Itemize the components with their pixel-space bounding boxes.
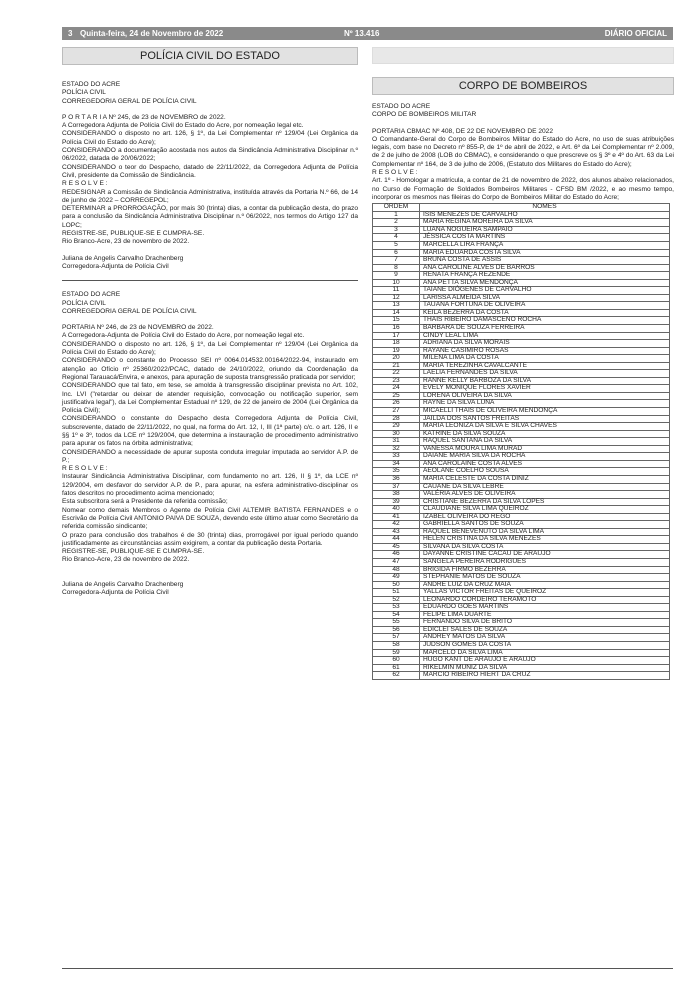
name-cell: FERNANDO SILVA DE BRITO [420,619,670,627]
order-cell: 12 [373,294,420,302]
name-cell: ISIS MENEZES DE CARVALHO [420,211,670,219]
table-row [373,672,670,680]
table-row [373,408,670,416]
order-cell: 37 [373,483,420,491]
table-row [373,226,670,234]
table-row [373,325,670,333]
name-cell: JÉSSICA COSTA MARTINS [420,234,670,242]
order-cell: 47 [373,558,420,566]
name-cell: RENATA FRANÇA REZENDE [420,272,670,280]
order-cell: 62 [373,672,420,680]
name-cell: STEPHANIE MATOS DE SOUZA [420,574,670,582]
order-cell: 44 [373,536,420,544]
name-cell: THAIS RIBEIRO DAMASCENO ROCHA [420,317,670,325]
col-order-header: ORDEM [373,204,420,212]
order-cell: 16 [373,325,420,333]
doc-line: Juliana de Angelis Carvalho Drachenberg [62,580,184,588]
doc-line: Esta subscritora será a Presidente da referida comissão; [62,498,228,506]
table-row [373,385,670,393]
order-cell: 1 [373,211,420,219]
divider [62,280,358,281]
table-row [373,264,670,272]
order-cell: 53 [373,604,420,612]
table-row [373,242,670,250]
table-row [373,657,670,665]
name-cell: CINDY LEAL LIMA [420,332,670,340]
resolve-heading: R E S O L V E : [372,169,418,177]
doc-line: CONSIDERANDO o teor do Despacho, datado de 22/11/2022, da Corregedora Adjunta de Polícia Civil, presidente da Comissão de Sindicância. [62,163,358,179]
order-cell: 57 [373,634,420,642]
table-row [373,491,670,499]
order-cell: 3 [373,226,420,234]
name-cell: HUGO KANT DE ARAUJO E ARAUJO [420,657,670,665]
order-cell: 11 [373,287,420,295]
order-cell: 31 [373,438,420,446]
doc-line: R E S O L V E : [62,180,108,188]
section-title-policia: POLÍCIA CIVIL DO ESTADO [62,47,358,65]
order-cell: 30 [373,430,420,438]
name-cell: ANDRE LUIZ DA CRUZ MAIA [420,581,670,589]
students-table [372,203,670,679]
order-cell: 51 [373,589,420,597]
name-cell: AEOLANE COELHO SOUSA [420,468,670,476]
doc-line: ESTADO DO ACRE [62,291,121,299]
name-cell: JAILDA DOS SANTOS FREITAS [420,415,670,423]
name-cell: ADRIANA DA SILVA MORAIS [420,340,670,348]
left-column [62,47,358,597]
publication-name: DIÁRIO OFICIAL [604,29,667,38]
issue-number: Nº 13.416 [344,29,380,38]
table-row [373,392,670,400]
order-cell: 4 [373,234,420,242]
name-cell: LARISSA ALMEIDA SILVA [420,294,670,302]
order-cell: 41 [373,513,420,521]
name-cell: SANGELA PEREIRA RODRIGUES [420,558,670,566]
doc-line: REDESIGNAR a Comissão de Sindicância Administrativa, instituída através da Portaria N.º 66, de 14 de junho de 2022 – CORREGEPOL; [62,188,358,204]
footer-rule [62,968,673,969]
table-row [373,423,670,431]
table-row [373,558,670,566]
preamble: O Comandante-Geral do Corpo de Bombeiros Militar do Estado do Acre, no uso de suas atribuições legais, com base no Decreto nº 855-P, de 1º de abril de 2022, e Art. 6º da Lei Complementar nº 2.009, de 2 de julho de 2008 (LOB do CBMAC), e considerando o que prescreve os § 3º e 4º do Art. 63 da Lei Complementar nº 164, de 3 de julho de 2006, (Estatuto dos Militares do Estado do Acre); [372,135,674,168]
order-cell: 24 [373,385,420,393]
doc-line: Rio Branco-Acre, 23 de novembro de 2022. [62,238,190,246]
order-cell: 21 [373,362,420,370]
name-cell: TAUANA FORTUNA DE OLIVEIRA [420,302,670,310]
order-cell: 52 [373,596,420,604]
order-cell: 59 [373,649,420,657]
col-names-header: NOMES [420,204,670,212]
doc-line: Corregedora-Adjunta de Polícia Civil [62,262,169,270]
name-cell: KEILA BEZERRA DA COSTA [420,309,670,317]
table-row [373,347,670,355]
name-cell: DAYANNE CRISTINE CACAU DE ARAUJO [420,551,670,559]
doc-line: CONSIDERANDO a necessidade de apurar suposta conduta irregular imputada ao servidor A.P. de P.; [62,448,358,464]
name-cell: ANA CAROLINE ALVES DE BARROS [420,264,670,272]
doc-line: O prazo para conclusão dos trabalhos é de 30 (trinta) dias, prorrogável por igual período quando justificadamente as circunstâncias assim exigirem, a contar da publicação desta Portaria. [62,531,358,547]
table-row [373,302,670,310]
order-cell: 7 [373,257,420,265]
doc-line: CORREGEDORIA GERAL DE POLÍCIA CIVIL [62,307,197,315]
doc-line: CONSIDERANDO o disposto no art. 126, § 1º, da Lei Complementar nº 129/04 (Lei Orgânica da Polícia Civil do Estado do Acre); [62,130,358,146]
order-cell: 55 [373,619,420,627]
order-cell: 23 [373,377,420,385]
name-cell: RANNE KELLY BARBOZA DA SILVA [420,377,670,385]
doc-line: CONSIDERANDO a documentação acostada nos autos da Sindicância Administrativa Disciplinar n.º 06/2022, datada de 20/06/2022; [62,147,358,163]
portaria-245 [62,81,358,271]
portaria-246 [62,291,358,597]
order-cell: 45 [373,543,420,551]
table-row [373,430,670,438]
order-cell: 9 [373,272,420,280]
page-header-bar [62,27,673,40]
order-cell: 2 [373,219,420,227]
name-cell: EVELY MONIQUE FLORES XAVIER [420,385,670,393]
header-line-1: ESTADO DO ACRE [372,103,431,110]
order-cell: 34 [373,460,420,468]
name-cell: MARIA EDUARDA COSTA SILVA [420,249,670,257]
table-row [373,219,670,227]
order-cell: 26 [373,400,420,408]
name-cell: ANA PETTA SILVA MENDONÇA [420,279,670,287]
doc-line: REGISTRE-SE, PUBLIQUE-SE E CUMPRA-SE. [62,230,205,238]
name-cell: IZABEL OLIVEIRA DO REGO [420,513,670,521]
name-cell: RIKELMIN MUNIZ DA SILVA [420,664,670,672]
table-row [373,619,670,627]
order-cell: 61 [373,664,420,672]
table-row [373,272,670,280]
name-cell: KATRINE DA SILVA SOUZA [420,430,670,438]
table-row [373,566,670,574]
doc-line [62,106,358,114]
table-row [373,475,670,483]
order-cell: 56 [373,626,420,634]
order-cell: 25 [373,392,420,400]
order-cell: 6 [373,249,420,257]
doc-line: CONSIDERANDO o disposto no art. 126, § 1º, da Lei Complementar nº 129/04 (Lei Orgânica da Polícia Civil do Estado do Acre); [62,340,358,357]
name-cell: LEONARDO CORDEIRO TERAMOTO [420,596,670,604]
name-cell: MARIA TEREZINHA CAVALCANTE [420,362,670,370]
order-cell: 27 [373,408,420,416]
order-cell: 32 [373,445,420,453]
name-cell: BRUNA COSTA DE ASSIS [420,257,670,265]
name-cell: MARCIO RIBEIRO HIERT DA CRUZ [420,672,670,680]
order-cell: 36 [373,475,420,483]
order-cell: 58 [373,641,420,649]
table-row [373,362,670,370]
doc-line: CONSIDERANDO o constante do Despacho desta Corregedora Adjunta de Polícia Civil, subscrevente, datado de 22/11/2022, no qual, na forma do Art. 12, I, III (1ª parte) c/c. o art. 126, II e §§ 1º e 3º, todos da LCE nº 129/2004, que determina a instauração de procedimento administrativo para apurar os fatos na órbita administrativa; [62,415,358,448]
order-cell: 5 [373,242,420,250]
name-cell: ANDREY MATOS DA SILVA [420,634,670,642]
table-row [373,483,670,491]
doc-line [62,316,358,324]
doc-line: A Corregedora Adjunta de Polícia Civil do Estado do Acre, por nomeação legal etc. [62,122,304,130]
doc-line: REGISTRE-SE, PUBLIQUE-SE E CUMPRA-SE. [62,548,205,556]
table-row [373,460,670,468]
doc-line: Rio Branco-Acre, 23 de novembro de 2022. [62,556,190,564]
empty-header-band [372,47,674,64]
table-row [373,249,670,257]
header-date: Quinta-feira, 24 de Novembro de 2022 [80,29,224,38]
order-cell: 46 [373,551,420,559]
doc-line: Nomear como demais Membros o Agente de Polícia Civil ALTEMIR BATISTA FERNANDES e o Escrivão de Polícia Civil ANTONIO PAIVA DE SOUZA, devendo este último atuar como Secretário da referida comissão sindicante; [62,506,358,531]
doc-line: Instaurar Sindicância Administrativa Disciplinar, com fundamento no art. 126, II § 1º, da LCE nº 129/2004, em desfavor do servidor A.P. de P., para apurar, na esfera administrativo-disciplinar os fatos descritos no procedimento acima mencionado; [62,473,358,498]
doc-line: CONSIDERANDO que tal fato, em tese, se amolda à transgressão disciplinar prevista no Art. 102, Inc. LVI ("retardar ou deixar de atender requisição, convocação ou notificação superior, sem justificativa legal"), da Lei Complementar Estadual nº 129, de 22 de janeiro de 2004 (Lei Orgânica da Polícia Civil); [62,382,358,415]
name-cell: TAIANE DIÓGENES DE CARVALHO [420,287,670,295]
name-cell: RAYANE CASIMIRO ROSAS [420,347,670,355]
name-cell: VALÉRIA ALVES DE OLIVEIRA [420,491,670,499]
name-cell: GABRIELLA SANTOS DE SOUZA [420,521,670,529]
order-cell: 54 [373,611,420,619]
name-cell: CAUANE DA SILVA LEBRE [420,483,670,491]
doc-line [62,565,358,573]
table-row [373,604,670,612]
doc-line: P O R T A R I A Nº 245, de 23 de NOVEMBRO de 2022. [62,113,226,121]
order-cell: 60 [373,657,420,665]
name-cell: EDUARDO GOES MARTINS [420,604,670,612]
table-row [373,611,670,619]
order-cell: 14 [373,309,420,317]
doc-line [62,573,358,581]
table-row [373,626,670,634]
order-cell: 15 [373,317,420,325]
name-cell: VANESSA MOURA LIMA MURAD [420,445,670,453]
order-cell: 28 [373,415,420,423]
name-cell: MARIA REGINA MOREIRA DA SILVA [420,219,670,227]
order-cell: 42 [373,521,420,529]
table-row [373,340,670,348]
name-cell: LORENA OLIVEIRA DA SILVA [420,392,670,400]
table-row [373,234,670,242]
name-cell: DAIANE MARIA SILVA DA ROCHA [420,453,670,461]
doc-line: R E S O L V E : [62,465,108,473]
name-cell: BARBARA DE SOUZA FERREIRA [420,325,670,333]
name-cell: ANA CAROLAINE COSTA ALVES [420,460,670,468]
table-row [373,506,670,514]
name-cell: MARIA LEONIZA DA SILVA E SILVA CHAVES [420,423,670,431]
order-cell: 39 [373,498,420,506]
name-cell: LAELIA FERNANDES DA SILVA [420,370,670,378]
doc-line: POLÍCIA CIVIL [62,299,106,307]
doc-line: ESTADO DO ACRE [62,81,121,88]
order-cell: 8 [373,264,420,272]
name-cell: SILVANA DA SILVA COSTA [420,543,670,551]
name-cell: HELEN CRISTINA DA SILVA MENEZES [420,536,670,544]
name-cell: CLAUDIANE SILVA LIMA QUEIROZ [420,506,670,514]
doc-line: POLÍCIA CIVIL [62,89,106,97]
order-cell: 40 [373,506,420,514]
doc-line: Juliana de Angelis Carvalho Drachenberg [62,254,184,262]
name-cell: LUANA NOGUEIRA SAMPAIO [420,226,670,234]
name-cell: JUDSON GOMES DA COSTA [420,641,670,649]
section-title-bombeiros: CORPO DE BOMBEIROS [372,77,674,95]
name-cell: RAQUEL SANTANA DA SILVA [420,438,670,446]
name-cell: YALLAS VICTOR FREITAS DE QUEIROZ [420,589,670,597]
order-cell: 48 [373,566,420,574]
name-cell: RAYNE DA SILVA LUNA [420,400,670,408]
right-column [372,47,674,680]
order-cell: 22 [373,370,420,378]
doc-line: CORREGEDORIA GERAL DE POLÍCIA CIVIL [62,97,197,105]
name-cell: EDICLEI SALES DE SOUZA [420,626,670,634]
table-row [373,634,670,642]
name-cell: MICAELLI THAIS DE OLIVEIRA MENDONÇA [420,408,670,416]
doc-line: A Corregedora-Adjunta de Polícia Civil do Estado do Acre, por nomeação legal etc. [62,332,305,340]
table-row [373,574,670,582]
order-cell: 10 [373,279,420,287]
table-row [373,332,670,340]
doc-line: CONSIDERANDO o constante do Processo SEI nº 0064.014532.00164/2022-94, instaurado em atenção ao Ofício nº 25360/2022/PCAC, datado de 24/10/2022, oriundo da Coordenação da Regional Tarauacá/Envira, e anexos, para apuração de suposta transgressão praticada por servidor; [62,357,358,381]
name-cell: CRISTIANE BEZERRA DA SILVA LOPES [420,498,670,506]
portaria-title: PORTARIA CBMAC Nº 408, DE 22 DE NOVEMBRO DE 2022 [372,127,553,135]
order-cell: 38 [373,491,420,499]
order-cell: 33 [373,453,420,461]
name-cell: MARCELO DA SILVA LIMA [420,649,670,657]
order-cell: 43 [373,528,420,536]
doc-line: Corregedora-Adjunta de Polícia Civil [62,589,169,597]
name-cell: FELIPE LIMA DUARTE [420,611,670,619]
order-cell: 49 [373,574,420,582]
article-1: Art. 1º - Homologar a matrícula, a contar de 21 de novembro de 2022, dos alunos abaixo relacionados, no Curso de Formação de Soldados Bombeiros Militares - CFSD BM /2022, e ao mesmo tempo, incorporar os mesmos nas fileiras do Corpo de Bombeiros Militar do Estado do Acre; [372,177,674,201]
name-cell: MILENA LIMA DA COSTA [420,355,670,363]
table-row [373,641,670,649]
page-number: 3 [68,29,73,38]
name-cell: BRIGIDA FIRMO BEZERRA [420,566,670,574]
order-cell: 17 [373,332,420,340]
table-row [373,287,670,295]
order-cell: 18 [373,340,420,348]
table-row [373,596,670,604]
order-cell: 50 [373,581,420,589]
order-cell: 20 [373,355,420,363]
table-row [373,257,670,265]
order-cell: 35 [373,468,420,476]
order-cell: 29 [373,423,420,431]
doc-line: PORTARIA Nº 246, de 23 de NOVEMBRO de 2022. [62,324,214,332]
name-cell: RAQUEL BENEVENUTO DA SILVA LIMA [420,528,670,536]
name-cell: MARIA CELESTE DA COSTA DINIZ [420,475,670,483]
name-cell: MARCELLA LIRA FRANÇA [420,242,670,250]
header-line-2: CORPO DE BOMBEIROS MILITAR [372,111,477,119]
doc-line: DETERMINAR a PRORROGAÇÃO, por mais 30 (trinta) dias, a contar da publicação desta, do prazo para a conclusão da Sindicância Administrativa Disciplinar n.º 06/2022, nos termos do Artigo 127 da LOPC; [62,205,358,229]
table-row [373,536,670,544]
order-cell: 13 [373,302,420,310]
doc-line [62,247,358,255]
order-cell: 19 [373,347,420,355]
